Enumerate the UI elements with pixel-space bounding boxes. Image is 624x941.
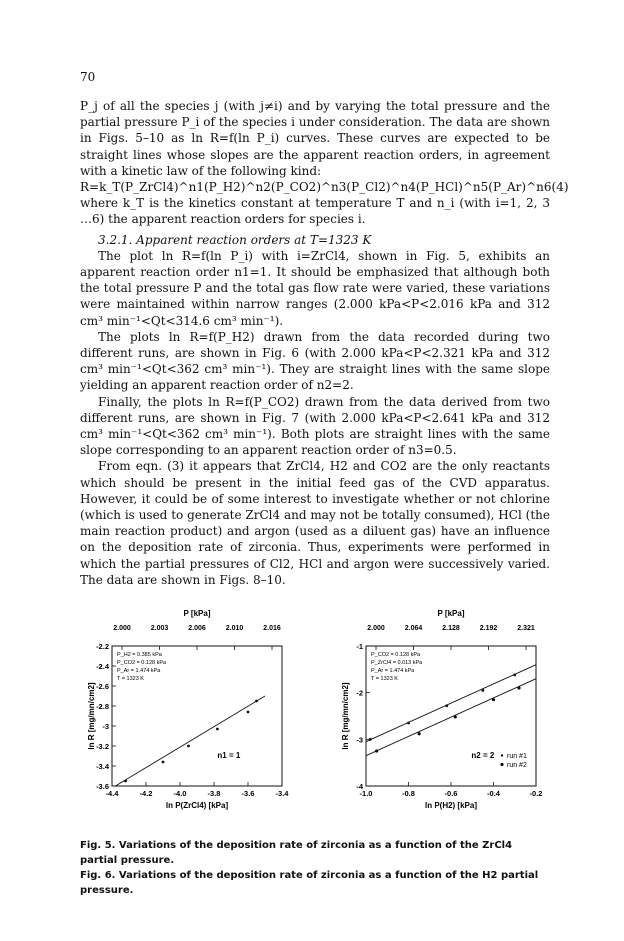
condition-legend-line: P_CO2 = 0.128 kPa [117,660,167,666]
run-legend-marker [501,754,503,756]
data-point [255,700,258,703]
top-tick-label: 2.006 [188,625,206,632]
top-axis-label: P [kPa] [183,609,211,618]
figure-5-chart [86,608,294,828]
data-point [187,745,190,748]
data-point [124,780,127,783]
x-tick-label: -1.0 [359,789,373,798]
y-tick-label: -2 [356,688,363,698]
top-tick-label: 2.000 [113,625,131,632]
condition-legend-line: P_H2 = 0.385 kPa [117,652,162,658]
paragraph: The plots ln R=f(P_H2) drawn from the data recorded during two different runs, are shown in Fig. 6 (with 2.000 kPa<P<2.321 kPa and 312 cm³ min⁻¹<Qt<362 cm³ min⁻¹). They are straight lines with the same slope yielding an apparent reaction order of n2=2. [80,329,550,393]
data-point [407,722,410,725]
equation-number: (4) [551,180,569,195]
equation [80,179,569,195]
x-axis-label: ln P(ZrCl4) [kPa] [165,801,229,810]
y-tick-label: -3.2 [96,742,109,751]
equation-text: R=k_T(P_ZrCl4)^n1(P_H2)^n2(P_CO2)^n3(P_Cl2)^n4(P_HCl)^n5(P_Ar)^n6 [80,180,552,195]
plot-frame [112,646,282,786]
x-tick-label: -0.2 [529,789,543,798]
top-axis-label: P [kPa] [437,609,465,618]
condition-legend-line: T = 1323 K [371,676,398,682]
paragraph: From eqn. (3) it appears that ZrCl4, H2 and CO2 are the only reactants which should be present in the initial feed gas of the CVD apparatus. However, it could be of some interest to investigate whether or not chlorine (which is used to generate ZrCl4 and may not be totally consumed), HCl (the main reaction product) and argon (used as a diluent gas) have an influence on the deposition rate of zirconia. Thus, experiments were performed in which the partial pressures of Cl2, HCl and argon were successively varied. The data are shown in Figs. 8–10. [80,459,550,587]
x-tick-label: -3.6 [241,789,255,798]
y-axis-label: ln R [mg/mn/cm2] [87,682,96,750]
y-tick-label: -3 [356,735,363,745]
top-tick-label: 2.064 [404,625,423,632]
y-tick-label: -1 [356,642,363,651]
figure-6-chart [340,608,548,828]
page-number: 70 [80,70,96,84]
condition-legend-line: P_Ar = 1.474 kPa [371,668,415,674]
top-tick-label: 2.010 [225,625,244,632]
data-point [369,738,372,741]
top-tick-label: 2.192 [479,625,498,632]
run-legend-label: run #2 [507,762,527,769]
y-axis-label: ln R [mg/mn/cm2] [341,682,350,750]
condition-legend-line: T = 1323 K [117,676,144,682]
top-tick-label: 2.321 [517,625,535,632]
data-point [445,704,448,707]
data-point [162,761,165,764]
x-tick-label: -3.8 [207,789,221,798]
paragraph: Finally, the plots ln R=f(P_CO2) drawn from the data derived from two different runs, are shown in Fig. 7 (with 2.000 kPa<P<2.641 kPa and 312 cm³ min⁻¹<Qt<362 cm³ min⁻¹). Both plots are straight lines with the same slope corresponding to an apparent reaction order of n3=0.5. [80,394,550,458]
data-point [513,674,516,677]
fit-line [115,696,265,786]
run-legend-label: run #1 [507,753,527,760]
data-point [517,686,520,689]
condition-legend-line: P_ZrCl4 = 0.013 kPa [371,660,423,666]
reaction-order-label: n1 = 1 [217,751,241,760]
x-tick-label: -4.0 [173,789,187,798]
top-tick-label: 2.000 [367,625,385,632]
x-tick-label: -0.8 [402,789,415,798]
data-point [481,689,484,692]
y-tick-label: -3 [102,722,109,731]
y-tick-label: -2.8 [96,702,109,711]
x-tick-label: -0.6 [444,789,458,798]
y-tick-label: -2.4 [96,662,109,671]
data-point [375,749,378,752]
body-text [80,98,569,588]
subsection-heading: 3.2.1. Apparent reaction orders at T=1323 K [98,232,372,247]
y-tick-label: -3.6 [96,782,109,791]
y-tick-label: -3.4 [96,762,109,771]
run-legend-marker [500,763,503,766]
x-axis-label: ln P(H2) [kPa] [424,801,478,810]
condition-legend-line: P_Ar = 1.474 kPa [117,668,161,674]
figure-5-caption: Fig. 5. Variations of the deposition rate of zirconia as a function of the ZrCl4 partial pressure. [80,840,513,866]
condition-legend-line: P_CO2 = 0.128 kPa [371,652,421,658]
figure-6 [340,608,548,828]
data-point [492,698,495,701]
figure-captions [80,838,550,898]
top-tick-label: 2.128 [442,625,460,632]
figure-6-caption: Fig. 6. Variations of the deposition rate of zirconia as a function of the H2 partial pressure. [80,870,539,896]
x-tick-label: -4.4 [105,789,119,798]
data-point [247,711,250,714]
reaction-order-label: n2 = 2 [471,751,495,760]
fit-line [366,679,536,756]
paragraph: The plot ln R=f(ln P_i) with i=ZrCl4, shown in Fig. 5, exhibits an apparent reaction order n1=1. It should be emphasized that although both the total pressure P and the total gas flow rate were varied, these variations were maintained within narrow ranges (2.000 kPa<P<2.016 kPa and 312 cm³ min⁻¹<Qt<314.6 cm³ min⁻¹). [80,248,550,328]
paragraph: P_j of all the species j (with j≠i) and by varying the total pressure and the partial pressure P_i of the species i under consideration. The data are shown in Figs. 5–10 as ln R=f(ln P_i) curves. These curves are expected to be straight lines whose slopes are the apparent reaction orders, in agreement with a kinetic law of the following kind: [80,99,550,178]
paragraph: where k_T is the kinetics constant at temperature T and n_i (with i=1, 2, 3 …6) the apparent reaction orders for species i. [80,196,550,227]
y-tick-label: -2.6 [96,682,109,691]
y-tick-label: -2.2 [96,642,109,651]
data-point [216,728,219,731]
top-tick-label: 2.016 [263,625,281,632]
figure-5 [86,608,294,828]
x-tick-label: -0.4 [487,789,500,798]
y-tick-label: -4 [356,782,363,791]
x-tick-label: -3.4 [275,789,289,798]
data-point [454,715,457,718]
top-tick-label: 2.003 [150,625,169,632]
data-point [418,732,421,735]
x-tick-label: -4.2 [139,789,153,798]
